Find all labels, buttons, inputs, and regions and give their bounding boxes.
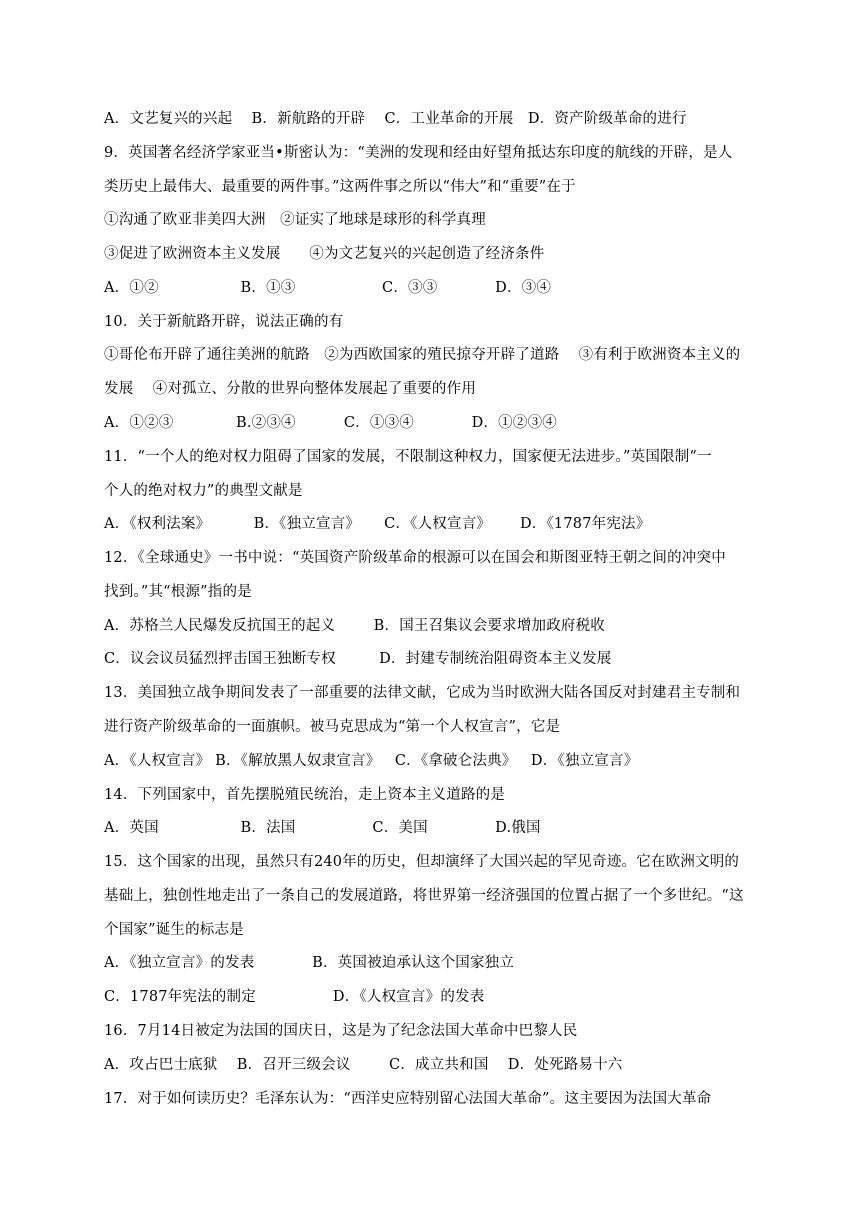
text-line: 15．这个国家的出现，虽然只有240年的历史，但却演绎了大国兴起的罕见奇迹。它在欧洲文明的 (104, 854, 740, 870)
text-line: A．文艺复兴的兴起 B．新航路的开辟 C．工业革命的开展 D．资产阶级革命的进行 (104, 111, 687, 127)
text-line: ①沟通了欧亚非美四大洲 ②证实了地球是球形的科学真理 (104, 212, 486, 228)
text-line: A．攻占巴士底狱 B．召开三级会议 C．成立共和国 D．处死路易十六 (104, 1057, 623, 1073)
text-line: ①哥伦布开辟了通往美洲的航路 ②为西欧国家的殖民掠夺开辟了道路 ③有利于欧洲资本主义的 (104, 347, 741, 363)
text-line: 10．关于新航路开辟，说法正确的有 (104, 314, 344, 330)
text-line: 16．7月14日被定为法国的国庆日，这是为了纪念法国大革命中巴黎人民 (104, 1023, 578, 1039)
text-line: A．《权利法案》 B．《独立宣言》 C．《人权宣言》 D．《1787年宪法》 (104, 516, 651, 532)
text-line: 11．“一个人的绝对权力阻碍了国家的发展，不限制这种权力，国家便无法进步。”英国限制“一 (104, 449, 712, 465)
text-line: 基础上，独创性地走出了一条自己的发展道路，将世界第一经济强国的位置占据了一个多世纪。“这 (104, 888, 744, 904)
text-line: C．议会议员猛烈抨击国王独断专权 D．封建专制统治阻碍资本主义发展 (104, 651, 612, 667)
text-line: 个国家”诞生的标志是 (104, 922, 244, 938)
text-line: A．①②③ B.②③④ C．①③④ D．①②③④ (104, 415, 557, 431)
text-line: 12．《全球通史》一书中说：“英国资产阶级革命的根源可以在国会和斯图亚特王朝之间的冲突中 (104, 550, 726, 566)
text-line: 个人的绝对权力”的典型文献是 (104, 483, 303, 499)
text-line: 进行资产阶级革命的一面旗帜。被马克思成为“第一个人权宣言”，它是 (104, 719, 561, 735)
text-line: 发展 ④对孤立、分散的世界向整体发展起了重要的作用 (104, 381, 477, 397)
text-line: A．苏格兰人民爆发反抗国王的起义 B．国王召集议会要求增加政府税收 (104, 618, 605, 634)
text-line: C．1787年宪法的制定 D．《人权宣言》的发表 (104, 989, 485, 1005)
text-line: 9．英国著名经济学家亚当•斯密认为：“美洲的发现和经由好望角抵达东印度的航线的开辟，是人 (104, 145, 733, 161)
text-line: A．英国 B．法国 C．美国 D.俄国 (104, 820, 541, 836)
text-line: ③促进了欧洲资本主义发展 ④为文艺复兴的兴起创造了经济条件 (104, 246, 545, 262)
text-line: 14．下列国家中，首先摆脱殖民统治，走上资本主义道路的是 (104, 787, 506, 803)
text-line: A．《人权宣言》 B．《解放黑人奴隶宣言》 C．《拿破仑法典》 D．《独立宣言》 (104, 753, 639, 769)
text-line: 17．对于如何读历史？毛泽东认为：“西洋史应特别留心法国大革命”。这主要因为法国大革命 (104, 1091, 712, 1107)
text-line: 13．美国独立战争期间发表了一部重要的法律文献，它成为当时欧洲大陆各国反对封建君主专制和 (104, 685, 741, 701)
text-line: 类历史上最伟大、最重要的两件事。”这两件事之所以“伟大”和“重要”在于 (104, 179, 576, 195)
text-line: A．①② B．①③ C．③③ D．③④ (104, 280, 552, 296)
text-line: 找到。”其“根源”指的是 (104, 584, 252, 600)
text-line: A．《独立宣言》的发表 B．英国被迫承认这个国家独立 (104, 955, 515, 971)
